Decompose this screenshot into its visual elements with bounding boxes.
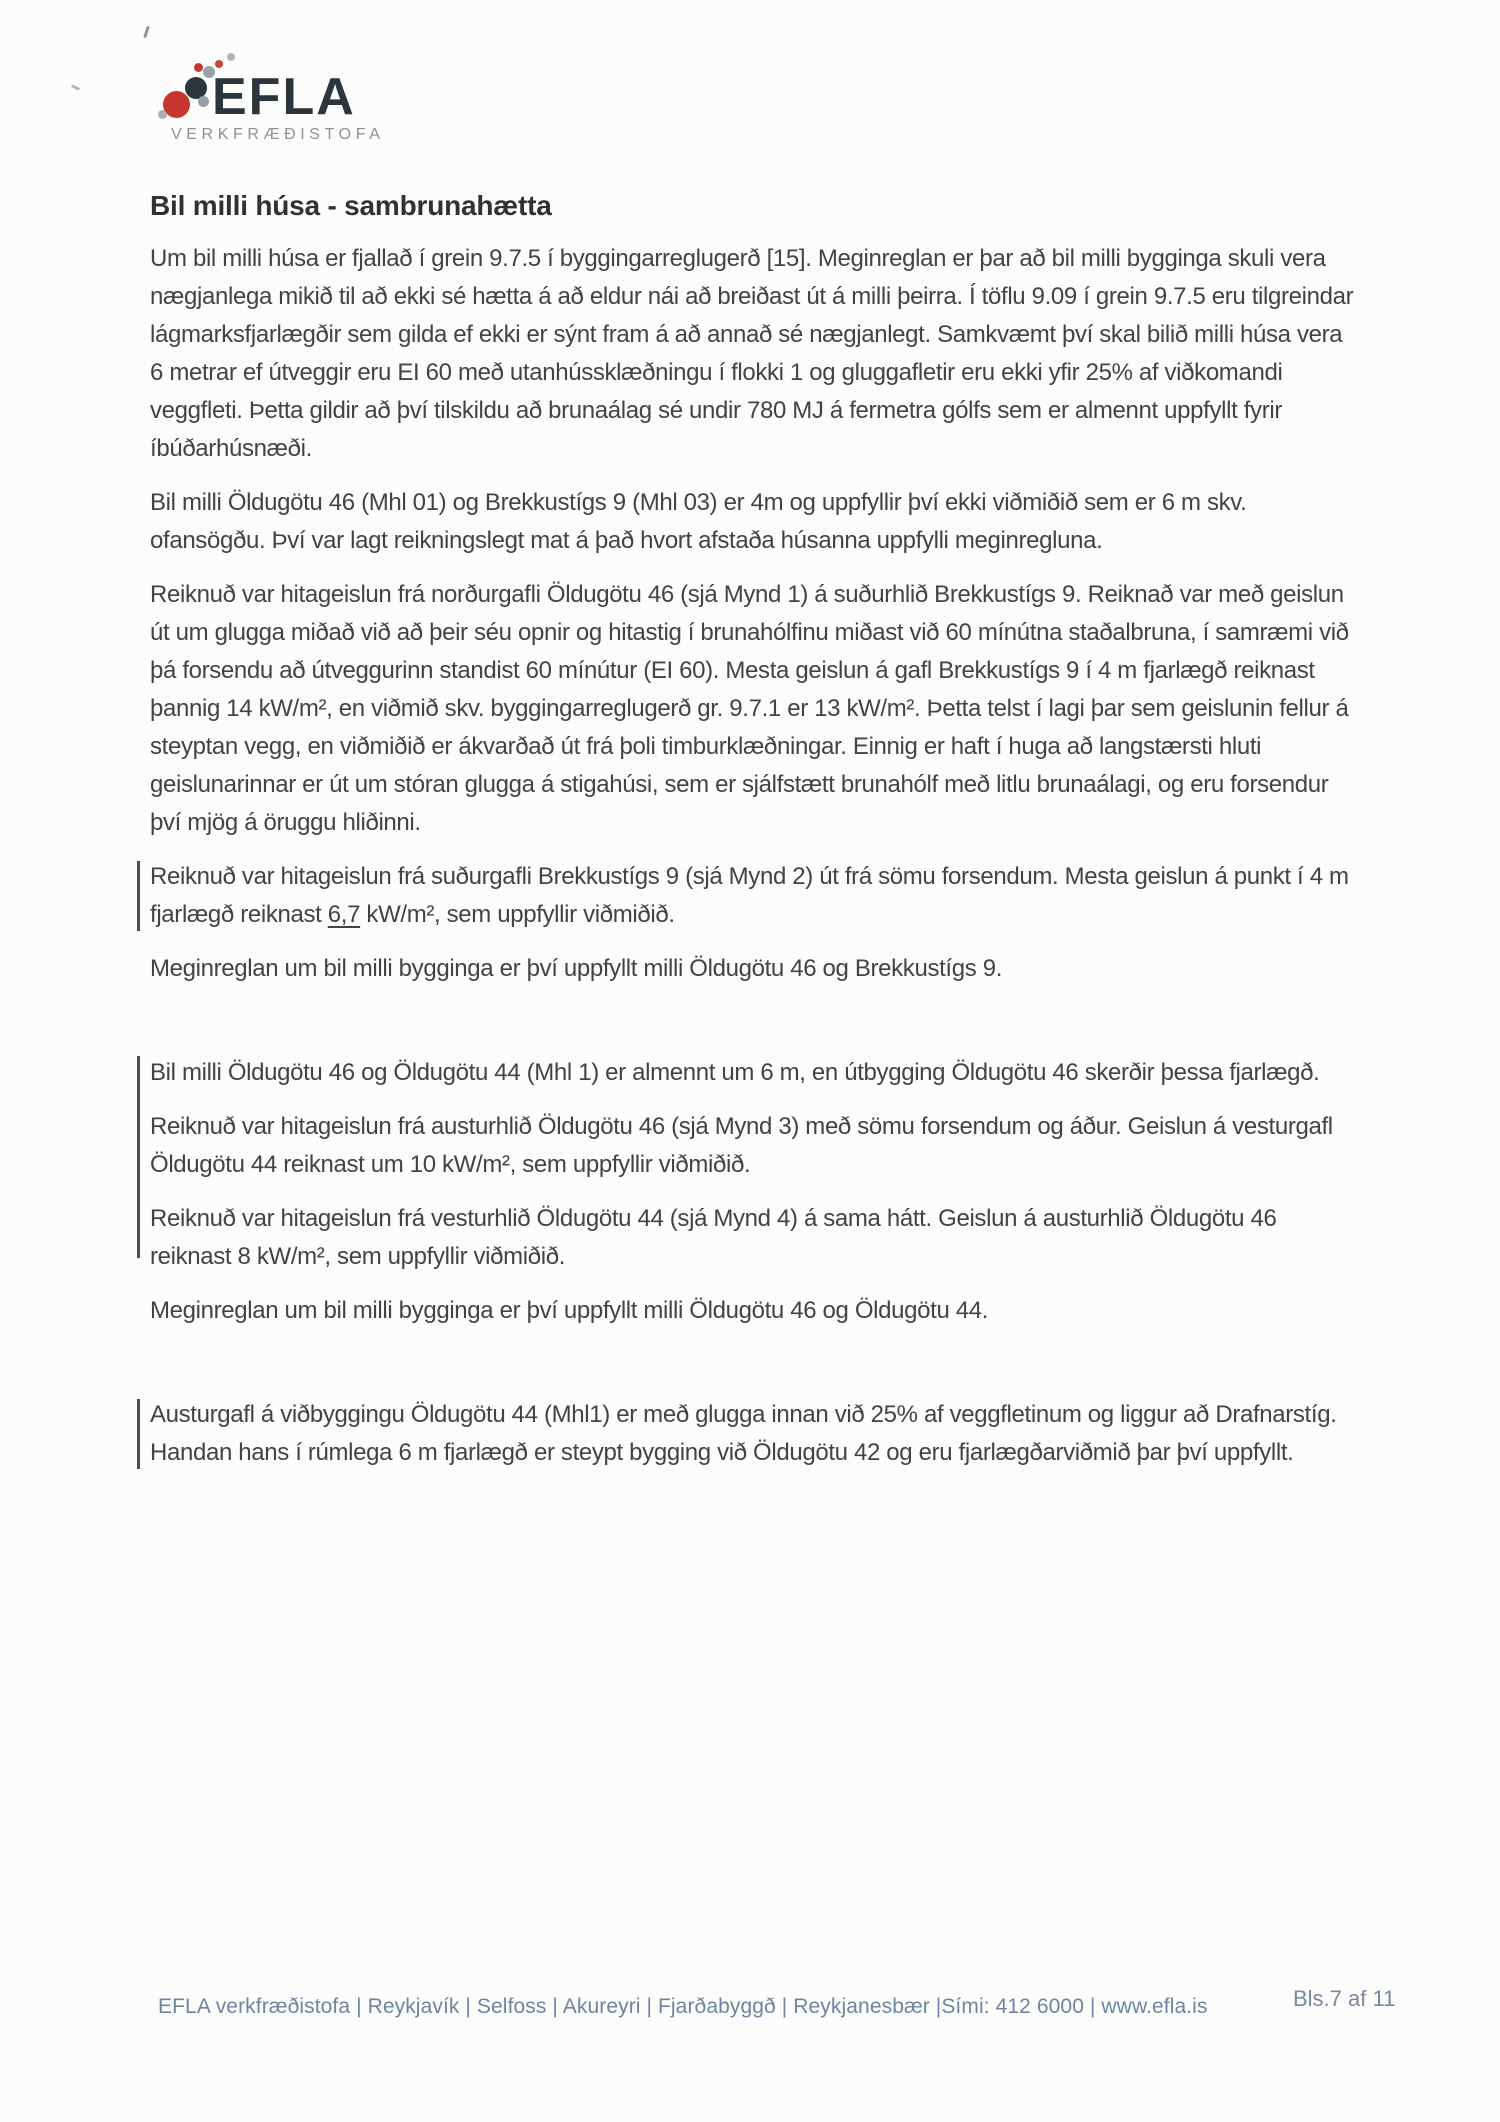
paragraph-conclusion-brekkustigur: Meginreglan um bil milli bygginga er því uppfyllt milli Öldugötu 46 og Brekkustígs 9. — [150, 955, 1003, 982]
paragraph-radiation-south-gable-revision — [150, 858, 1358, 934]
revision-marked-group — [150, 1054, 1358, 1276]
paragraph-gap-oldugata46-brekkustigur9: Bil milli Öldugötu 46 (Mhl 01) og Brekkustígs 9 (Mhl 03) er 4m og uppfyllir því ekki viðmiðið sem er 6 m skv. ofansögðu. Því var lagt reikningslegt mat á það hvort afstaða húsanna uppfylli meginregluna. — [150, 489, 1247, 554]
paragraph-east-gable-extension-revision: Austurgafl á viðbyggingu Öldugötu 44 (Mhl1) er með glugga innan við 25% af veggfletinum og liggur að Drafnarstíg. Handan hans í rúmlega 6 m fjarlægð er steypt bygging við Öldugötu 42 og eru fjarlægðarviðmið þar því uppfyllt. — [150, 1396, 1358, 1472]
logo-dot-icon — [163, 91, 190, 118]
efla-logo — [0, 0, 420, 170]
paragraph-radiation-north-gable: Reiknuð var hitageislun frá norðurgafli Öldugötu 46 (sjá Mynd 1) á suðurhlið Brekkustígs 9. Reiknað var með geislun út um glugga miðað við að þeir séu opnir og hitastig í brunahólfinu miðast við 60 mínútna staðalbruna, í samræmi við þá forsendu að útveggurinn standist 60 mínútur (EI 60). Mesta geislun á gafl Brekkustígs 9 í 4 m fjarlægð reiknast þannig 14 kW/m², en viðmið skv. byggingarreglugerð gr. 9.7.1 er 13 kW/m². Þetta telst í lagi þar sem geislunin fellur á steyptan vegg, en viðmiðið er ákvarðað út frá þoli timburklæðningar. Einnig er haft í huga að langstærsti hluti geislunarinnar er út um stóran glugga á stigahúsi, sem er sjálfstætt brunahólf með litlu brunaálagi, og eru forsendur því mjög á öruggu hliðinni. — [150, 581, 1349, 836]
paragraph-radiation-west-side: Reiknuð var hitageislun frá vesturhlið Öldugötu 44 (sjá Mynd 4) á sama hátt. Geislun á austurhlið Öldugötu 46 reiknast 8 kW/m², sem uppfyllir viðmiðið. — [150, 1205, 1277, 1270]
paragraph-text-post: kW/m², sem uppfyllir viðmiðið. — [360, 901, 675, 928]
underlined-value: 6,7 — [327, 901, 361, 928]
logo-brand-text: EFLA — [212, 68, 356, 126]
paragraph-radiation-east-side: Reiknuð var hitageislun frá austurhlið Öldugötu 46 (sjá Mynd 3) með sömu forsendum og áður. Geislun á vesturgafl Öldugötu 44 reiknast um 10 kW/m², sem uppfyllir viðmiðið. — [150, 1113, 1333, 1178]
page-number: Bls.7 af 11 — [1293, 1986, 1396, 2011]
footer-company-info: EFLA verkfræðistofa | Reykjavík | Selfoss | Akureyri | Fjarðabyggð | Reykjanesbær |Sími: 412 6000 | www.efla.is — [158, 1995, 1208, 2018]
logo-dot-icon — [198, 96, 209, 107]
logo-dot-icon — [194, 63, 203, 72]
paragraph-regulation-overview: Um bil milli húsa er fjallað í grein 9.7.5 í byggingarreglugerð [15]. Meginreglan er þar að bil milli bygginga skuli vera nægjanlega mikið til að ekki sé hætta á að eldur nái að breiðast út á milli þeirra. Í töflu 9.09 í grein 9.7.5 eru tilgreindar lágmarksfjarlægðir sem gilda ef ekki er sýnt fram á að annað sé nægjanlegt. Samkvæmt því skal bilið milli húsa vera 6 metrar ef útveggir eru EI 60 með utanhússklæðningu í flokki 1 og gluggafletir eru ekki yfir 25% af viðkomandi veggfleti. Þetta gildir að því tilskildu að brunaálag sé undir 780 MJ á fermetra gólfs sem er almennt uppfyllt fyrir íbúðarhúsnæði. — [150, 245, 1354, 462]
document-body — [150, 240, 1358, 1488]
logo-subtitle-text: VERKFRÆÐISTOFA — [171, 126, 385, 143]
page-title: Bil milli húsa - sambrunahætta — [150, 190, 552, 221]
paragraph-text-pre: Reiknuð var hitageislun frá suðurgafli Brekkustígs 9 (sjá Mynd 2) út frá sömu forsendum. Mesta geislun á punkt í 4 m fjarlægð reiknast — [150, 863, 1349, 928]
paragraph-conclusion-oldugata44: Meginreglan um bil milli bygginga er því uppfyllt milli Öldugötu 46 og Öldugötu 44. — [150, 1297, 989, 1324]
logo-dot-icon — [158, 110, 167, 119]
paragraph-gap-oldugata46-44: Bil milli Öldugötu 46 og Öldugötu 44 (Mhl 1) er almennt um 6 m, en útbygging Öldugötu 46 skerðir þessa fjarlægð. — [150, 1059, 1320, 1086]
logo-dot-icon — [227, 53, 235, 61]
